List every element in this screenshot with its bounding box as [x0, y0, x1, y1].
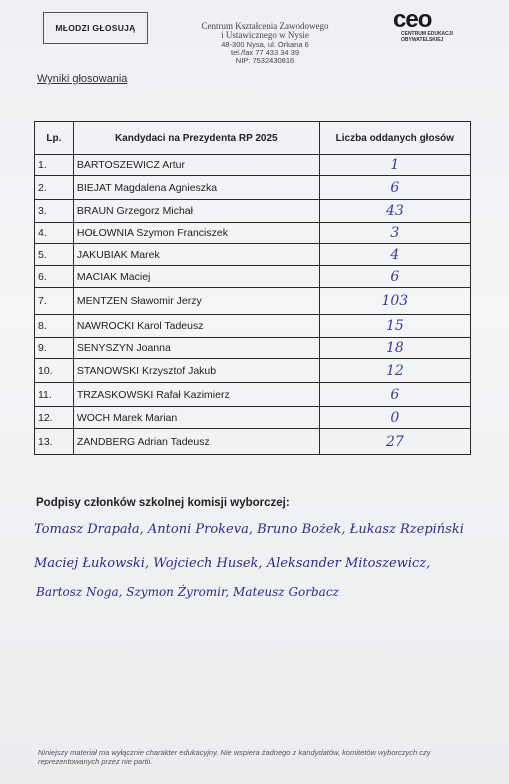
cell-lp: 1. — [35, 155, 74, 176]
school-phone: tel./fax 77 433 34 39 — [231, 47, 299, 57]
signatures-heading: Podpisy członków szkolnej komisji wyborczej: — [36, 497, 290, 509]
cell-candidate: SENYSZYN Joanna — [73, 338, 319, 359]
school-stamp — [200, 22, 330, 65]
cell-candidate: MACIAK Maciej — [73, 266, 319, 288]
col-header-votes: Liczba oddanych głosów — [319, 122, 470, 155]
cell-candidate: MENTZEN Sławomir Jerzy — [73, 288, 319, 315]
cell-votes: 103 — [319, 288, 470, 315]
cell-lp: 10. — [35, 359, 74, 383]
cell-candidate: ZANDBERG Adrian Tadeusz — [73, 429, 319, 455]
cell-lp: 8. — [35, 315, 74, 338]
disclaimer-footer: Niniejszy materiał ma wyłącznie charakter edukacyjny. Nie wspiera żadnego z kandydatów, komitetów wyborczych czy reprezentowanych przez nie partii. — [38, 748, 431, 767]
cell-votes: 6 — [319, 383, 470, 407]
signature-line-2: Maciej Łukowski, Wojciech Husek, Aleksander Mitoszewicz, — [34, 556, 431, 571]
table-row — [35, 176, 471, 200]
cell-votes: 6 — [319, 266, 470, 288]
page-title: Wyniki głosowania — [37, 73, 128, 85]
table-row — [35, 383, 471, 407]
table-row — [35, 315, 471, 338]
cell-candidate: NAWROCKI Karol Tadeusz — [73, 315, 319, 338]
cell-votes: 6 — [319, 176, 470, 200]
cell-lp: 6. — [35, 266, 74, 288]
cell-votes: 43 — [319, 200, 470, 223]
table-row — [35, 359, 471, 383]
table-row — [35, 338, 471, 359]
col-header-lp: Lp. — [35, 122, 74, 155]
cell-votes: 0 — [319, 407, 470, 429]
cell-votes: 18 — [319, 338, 470, 359]
cell-votes: 4 — [319, 244, 470, 266]
cell-votes: 12 — [319, 359, 470, 383]
cell-candidate: WOCH Marek Marian — [73, 407, 319, 429]
cell-votes: 1 — [319, 155, 470, 176]
results-table — [34, 121, 471, 455]
cell-lp: 7. — [35, 288, 74, 315]
cell-lp: 13. — [35, 429, 74, 455]
cell-candidate: TRZASKOWSKI Rafał Kazimierz — [73, 383, 319, 407]
col-header-candidates: Kandydaci na Prezydenta RP 2025 — [73, 122, 319, 155]
cell-candidate: HOŁOWNIA Szymon Franciszek — [73, 223, 319, 244]
cell-candidate: BRAUN Grzegorz Michał — [73, 200, 319, 223]
cell-votes: 15 — [319, 315, 470, 338]
cell-candidate: STANOWSKI Krzysztof Jakub — [73, 359, 319, 383]
cell-lp: 12. — [35, 407, 74, 429]
ceo-logo-subtitle: CENTRUM EDUKACJI OBYWATELSKIEJ — [401, 31, 453, 43]
cell-lp: 3. — [35, 200, 74, 223]
table-header-row — [35, 122, 471, 155]
school-nip: NIP: 7532430816 — [235, 55, 295, 65]
cell-votes: 27 — [319, 429, 470, 455]
school-address: 48-300 Nysa, ul. Orkana 6 — [221, 39, 309, 49]
ceo-logo — [393, 8, 473, 43]
table-row — [35, 288, 471, 315]
signature-line-1: Tomasz Drapała, Antoni Prokeva, Bruno Bożek, Łukasz Rzepiński — [34, 522, 464, 537]
table-row — [35, 223, 471, 244]
school-name-line1: Centrum Kształcenia Zawodowego — [201, 21, 329, 31]
cell-lp: 11. — [35, 383, 74, 407]
table-row — [35, 407, 471, 429]
cell-lp: 9. — [35, 338, 74, 359]
cell-candidate: BIEJAT Magdalena Agnieszka — [73, 176, 319, 200]
cell-lp: 5. — [35, 244, 74, 266]
ceo-logo-mark: ceo — [393, 6, 432, 33]
table-row — [35, 200, 471, 223]
cell-lp: 4. — [35, 223, 74, 244]
table-row — [35, 244, 471, 266]
cell-candidate: BARTOSZEWICZ Artur — [73, 155, 319, 176]
mlodzi-glosuja-badge — [43, 12, 148, 44]
cell-votes: 3 — [319, 223, 470, 244]
table-row — [35, 429, 471, 455]
table-row — [35, 266, 471, 288]
cell-lp: 2. — [35, 176, 74, 200]
table-row — [35, 155, 471, 176]
badge-text: MŁODZI GŁOSUJĄ — [55, 23, 136, 33]
school-name-line2: i Ustawicznego w Nysie — [221, 30, 309, 41]
cell-candidate: JAKUBIAK Marek — [73, 244, 319, 266]
signature-line-3: Bartosz Noga, Szymon Żyromir, Mateusz Gorbacz — [36, 585, 339, 599]
